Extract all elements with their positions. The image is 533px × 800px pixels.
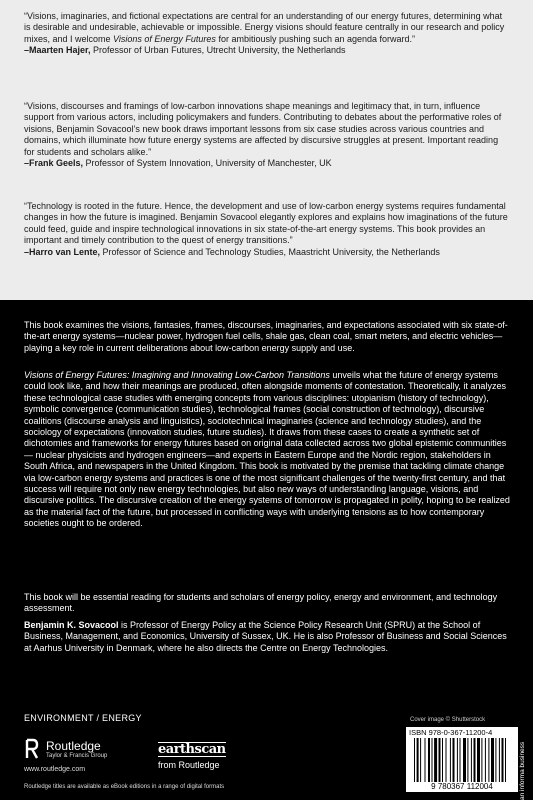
barcode-bar xyxy=(439,738,441,782)
barcode-bar xyxy=(495,738,496,782)
book-title: Visions of Energy Futures: Imagining and Innovating Low-Carbon Transitions xyxy=(24,370,330,380)
barcode-bar xyxy=(502,738,504,782)
reviewer-affiliation: Professor of Urban Futures, Utrecht University, the Netherlands xyxy=(90,45,346,56)
barcode-bar xyxy=(442,738,443,782)
barcode-bar xyxy=(505,738,506,782)
review-hajer xyxy=(24,11,510,57)
publisher-url[interactable]: www.routledge.com xyxy=(24,766,86,773)
earthscan-logo xyxy=(158,740,233,770)
publisher-group: Taylor & Francis Group xyxy=(46,752,108,759)
reviews-panel xyxy=(0,0,533,300)
author-bio xyxy=(24,620,510,654)
blurb-paragraph-1: This book examines the visions, fantasies, frames, discourses, imaginaries, and expectations associated with six state-of-the-art energy systems—nuclear power, hydrogen fuel cells, shale gas, clean coal, smart meters, and electric vehicles—playing a key role in current deliberations about low-carbon energy supply and use. xyxy=(24,320,508,353)
isbn: ISBN 978-0-367-11200-4 xyxy=(409,728,493,737)
barcode-bar xyxy=(491,738,494,782)
barcode-bar xyxy=(463,738,466,782)
barcode-bar xyxy=(414,738,415,782)
barcode-bar xyxy=(481,738,482,782)
review-text: “Visions, discourses and framings of low-carbon innovations shape meanings and legitimacy that, in turn, influence support from various actors, including policymakers and funders. Contributing to debates about the performative roles of visions, Benjamin Sovacool’s new book draws important lessons from six case studies across various countries and domains, which illuminate how future energy systems are affected by discursive struggles at present. Important reading for students and scholars alike.” xyxy=(24,101,502,157)
review-geels xyxy=(24,101,510,169)
routledge-r-icon xyxy=(24,738,40,760)
blurb-paragraph-2-text: unveils what the future of energy systems could look like, and how their meanings are produced, often alongside moments of contestation. Theoretically, it analyzes these technological case studies with emerging concepts from various disciplines: utopianism (history of technology), symbolic convergence (communication studies), technological frames (social construction of technology), discursive coalitions (discourse analysis and linguistics), sociotechnical imaginaries (science and technology studies), and the sociology of expectations (innovation studies, future studies). It draws from these cases to create a synthetic set of dichotomies and frameworks for energy futures based on original data collected across two global epistemic communities— nuclear physicists and hydrogen engineers—and experts in Eastern Europe and the Nordic region, stakeholders in South Africa, and newspapers in the United Kingdom. This book is motivated by the premise that tackling climate change via low-carbon energy systems and practices is one of the most significant challenges of the twenty-first century, and that success will require not only new energy technologies, but also new ways of understanding language, visions, and discursive politics. The discursive creation of the energy systems of tomorrow is propagated in polity, hoping to be realized as the material fact of the future, but processed in conflicting ways with underlying tensions as to how contemporary societies ought to be ordered. xyxy=(24,370,510,529)
reviewer-affiliation: Professor of Science and Technology Studies, Maastricht University, the Netherlands xyxy=(100,246,440,257)
barcode-bar xyxy=(467,738,468,782)
imprint-word: earthscan xyxy=(158,742,226,757)
barcode-bar xyxy=(417,738,419,782)
imprint-from: from Routledge xyxy=(158,760,220,770)
barcode-bar xyxy=(420,738,421,782)
barcode-bar xyxy=(453,738,455,782)
review-book-title: Visions of Energy Futures xyxy=(113,33,216,44)
reviewer-name: –Maarten Hajer, xyxy=(24,45,91,56)
routledge-logo xyxy=(24,738,107,760)
cover-credit: Cover image © Shutterstock xyxy=(410,717,486,723)
barcode-digits xyxy=(406,782,518,791)
spine-note-text: an informa business xyxy=(519,741,526,800)
publisher-name: Routledge xyxy=(46,738,101,753)
review-text: “Technology is rooted in the future. Hence, the development and use of low-carbon energy systems requires fundamental changes in how the future is imagined. Benjamin Sovacool elegantly explores and explains how imaginations of the future could feed, guide and inspire technological innovations in six state-of-the-art energy systems. This book provides an important and timely contribution to the quest of energy transitions.” xyxy=(24,201,508,246)
reviewer-name: –Harro van Lente, xyxy=(24,246,101,257)
barcode-bar xyxy=(434,738,437,782)
blurb-paragraph-2 xyxy=(24,370,510,530)
review-van-lente xyxy=(24,201,510,258)
barcode-bar xyxy=(457,738,458,782)
barcode-bar xyxy=(428,738,430,782)
author-name: Benjamin K. Sovacool xyxy=(24,620,119,630)
barcode-bar xyxy=(499,738,500,782)
author-bio-text: is Professor of Energy Policy at the Science Policy Research Unit (SPRU) at the School of Business, Management, and Economics, University of Sussex, UK. He is also Professor of Business and Social Sciences at Aarhus University in Denmark, where he also directs the Centre on Energy Technologies. xyxy=(24,620,507,653)
reviewer-name: –Frank Geels, xyxy=(24,158,84,169)
barcode-bar xyxy=(488,738,489,782)
reviewer-affiliation: Professor of System Innovation, University of Manchester, UK xyxy=(83,158,332,169)
spine-note xyxy=(519,700,530,800)
barcode-bar xyxy=(474,738,476,782)
barcode xyxy=(414,738,510,782)
barcode-bar xyxy=(485,738,486,782)
barcode-bar xyxy=(446,738,447,782)
barcode-bar xyxy=(450,738,451,782)
barcode-bar xyxy=(477,738,480,782)
barcode-bar xyxy=(471,738,472,782)
blurb-paragraph-3: This book will be essential reading for students and scholars of energy policy, energy and environment, and technology assessment. xyxy=(24,592,498,614)
review-text: “Visions, imaginaries, and fictional expectations are central for an understanding of our energy futures, determining what is desirable and undesirable, achievable or impossible. Energy visions should feature centrally in our research and policy mixes, and I welcome xyxy=(24,11,505,44)
barcode-digits-text: 9 780367 112004 xyxy=(431,782,493,791)
barcode-bar xyxy=(425,738,426,782)
barcode-box xyxy=(406,727,518,792)
barcode-bar xyxy=(432,738,433,782)
review-text-end: for ambitiously pushing such an agenda forward.” xyxy=(215,33,416,44)
barcode-bar xyxy=(460,738,461,782)
subject-category: ENVIRONMENT / ENERGY xyxy=(24,713,142,723)
ebook-note: Routledge titles are available as eBook editions in a range of digital formats xyxy=(24,784,225,790)
